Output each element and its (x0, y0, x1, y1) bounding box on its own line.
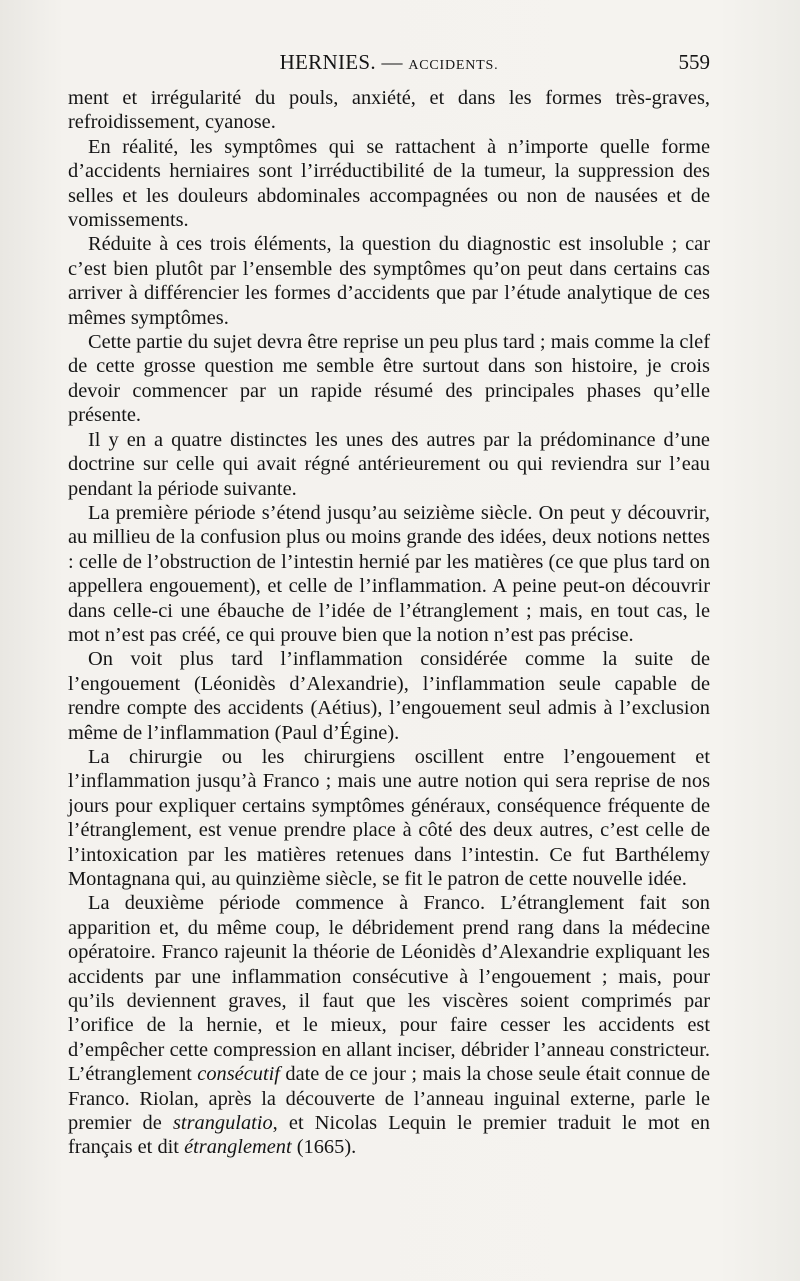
paragraph-continuation (68, 86, 710, 135)
paragraph (68, 135, 710, 233)
running-head (68, 50, 710, 75)
paragraph (68, 501, 710, 647)
paragraph (68, 330, 710, 428)
running-head-subtitle: ACCIDENTS. (408, 58, 499, 73)
text-segment: , et Nicolas Lequin le premier traduit le mot en français et dit (68, 1112, 710, 1159)
text-segment: La première période s’étend jusqu’au seizième siècle. On peut y découvrir, au millieu de la confusion plus ou moins grande des idées, deux notions nettes : celle de l’obstruction de l’intestin hernié par les matières (ce que plus tard on appellera engouement), et celle de l’inflammation. A peine peut-on découvrir dans celle-ci une ébauche de l’idée de l’étranglement ; mais, en tout cas, le mot n’est pas créé, ce qui prouve bien que la notion n’est pas précise. (68, 501, 710, 646)
text-segment: (1665). (291, 1136, 357, 1159)
paragraph (68, 891, 710, 1159)
italic-term: strangulatio (172, 1112, 273, 1135)
text-segment: ment et irrégularité du pouls, anxiété, et dans les formes très-graves, refroidissement, cyanose. (68, 87, 710, 134)
italic-term: étranglement (184, 1136, 292, 1159)
text-segment: Réduite à ces trois éléments, la question du diagnostic est insoluble ; car c’est bien plutôt par l’ensemble des symptômes qu’on peut dans certains cas arriver à différencier les formes d’accidents que par l’étude analytique de ces mêmes symptômes. (68, 233, 710, 329)
paragraph (68, 647, 710, 745)
text-segment: Il y en a quatre distinctes les unes des autres par la prédominance d’une doctrine sur celle qui avait régné antérieurement ou qui reviendra sur l’eau pendant la période suivante. (68, 428, 710, 500)
text-segment: La chirurgie ou les chirurgiens oscillent entre l’engouement et l’inflammation jusqu’à Franco ; mais une autre notion qui sera reprise de nos jours pour expliquer certains symptômes généraux, conséquence fréquente de l’étranglement, est venue prendre place à côté des deux autres, c’est celle de l’intoxication par les matières retenues dans l’intestin. Ce fut Barthélemy Montagnana qui, au quinzième siècle, se fit le patron de cette nouvelle idée. (68, 745, 710, 890)
paragraph (68, 745, 710, 891)
page-header (68, 48, 710, 76)
text-segment: date de ce jour ; mais la chose seule était connue de Franco. Riolan, après la découverte de l’anneau inguinal externe, parle le premier de (68, 1063, 710, 1135)
text-segment: Cette partie du sujet devra être reprise un peu plus tard ; mais comme la clef de cette grosse question me semble être surtout dans son histoire, je crois devoir commencer par un rapide résumé des principales phases qu’elle présente. (68, 331, 710, 427)
body-text (68, 86, 710, 1160)
page-number: 559 (678, 50, 710, 74)
paragraph (68, 428, 710, 501)
italic-term: consécutif (197, 1063, 280, 1086)
text-segment: La deuxième période commence à Franco. L’étranglement fait son apparition et, du même coup, le débridement prend rang dans la médecine opératoire. Franco rajeunit la théorie de Léonidès d’Alexandrie expliquant les accidents par une inflammation consécutive à l’engouement ; mais, pour qu’ils deviennent graves, il faut que les viscères soient comprimés par l’orifice de la hernie, et le mieux, pour faire cesser les accidents est d’empêcher cette compression en allant inciser, débrider l’anneau constricteur. L’étranglement (68, 892, 710, 1086)
text-segment: En réalité, les symptômes qui se rattachent à n’importe quelle forme d’accidents herniaires sont l’irréductibilité de la tumeur, la suppression des selles et les douleurs abdominales accompagnées ou non de nausées et de vomissements. (68, 135, 710, 232)
text-segment: On voit plus tard l’inflammation considérée comme la suite de l’engouement (Léonidès d’Alexandrie), l’inflammation seule capable de rendre compte des accidents (Aétius), l’engouement seul admis à l’exclusion même de l’inflammation (Paul d’Égine). (68, 648, 710, 744)
paragraph (68, 232, 710, 330)
running-head-title: HERNIES. (279, 50, 376, 74)
running-head-dash: — (381, 50, 403, 74)
